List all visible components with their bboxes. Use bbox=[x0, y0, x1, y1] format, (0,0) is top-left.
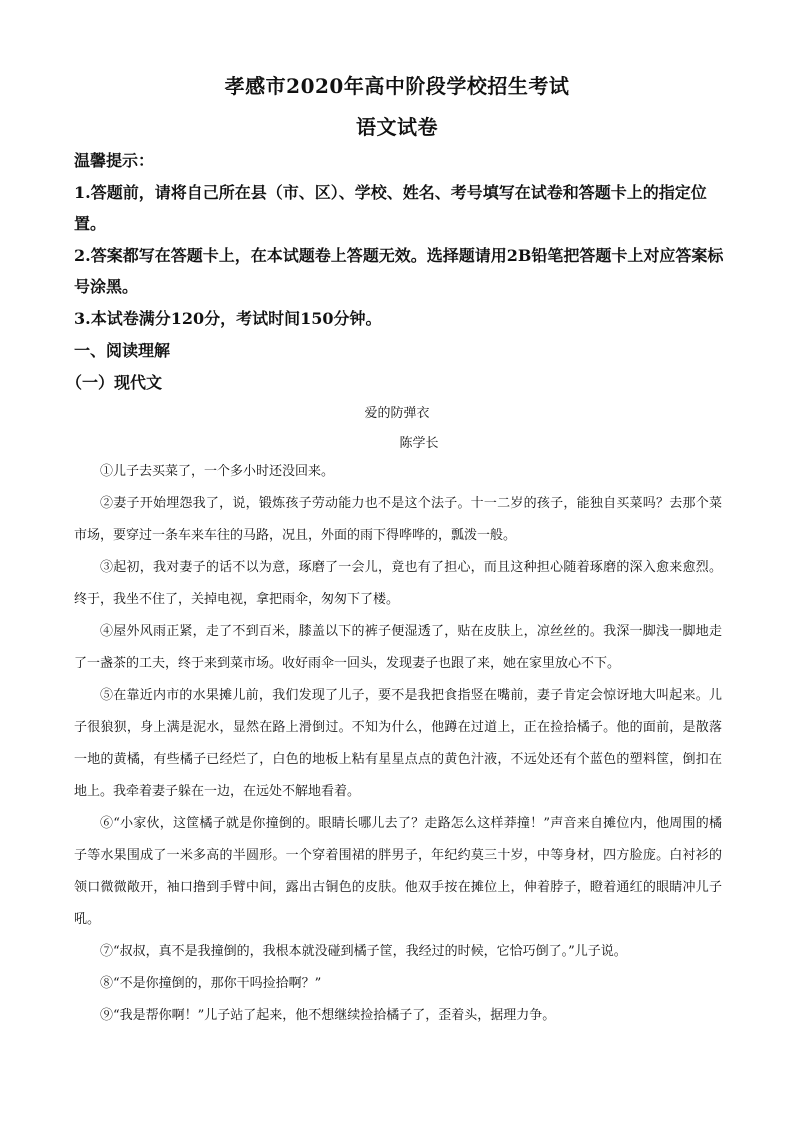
essay-paragraph-2: ②妻子开始埋怨我了，说，锻炼孩子劳动能力也不是这个法子。十一二岁的孩子，能独自买菜吗？去那个菜市场，要穿过一条车来车往的马路，况且，外面的雨下得哗哗的，瓢泼一般。 bbox=[74, 496, 722, 543]
essay-body bbox=[74, 456, 722, 1032]
notice-heading: 温馨提示： bbox=[74, 151, 155, 170]
notice-block bbox=[74, 145, 724, 334]
essay-paragraph-8: ⑧“不是你撞倒的，那你干吗捡拾啊？” bbox=[100, 976, 322, 991]
exam-subtitle: 语文试卷 bbox=[356, 115, 438, 139]
essay-paragraph-3: ③起初，我对妻子的话不以为意，琢磨了一会儿，竟也有了担心，而且这种担心随着琢磨的深入愈来愈烈。终于，我坐不住了，关掉电视，拿把雨伞，匆匆下了楼。 bbox=[74, 560, 722, 607]
essay-paragraph-7: ⑦“叔叔，真不是我撞倒的，我根本就没碰到橘子筐，我经过的时候，它恰巧倒了。”儿子说。 bbox=[100, 944, 627, 959]
section-subtitle: （一）现代文 bbox=[66, 373, 163, 392]
notice-item-2: 2.答案都写在答题卡上，在本试题卷上答题无效。选择题请用2B铅笔把答题卡上对应答案标号涂黑。 bbox=[74, 245, 724, 296]
essay-paragraph-1: ①儿子去买菜了，一个多小时还没回来。 bbox=[100, 464, 335, 479]
essay-paragraph-6: ⑥“小家伙，这筐橘子就是你撞倒的。眼睛长哪儿去了？走路怎么这样莽撞！”声音来自摊位内，他周围的橘子等水果围成了一米多高的半圆形。一个穿着围裙的胖男子，年纪约莫三十岁，中等身材，四方脸庞。白衬衫的领口微微敞开，袖口撸到手臂中间，露出古铜色的皮肤。他双手按在摊位上，伸着脖子，瞪着通红的眼睛冲儿子吼。 bbox=[74, 816, 722, 927]
essay-title: 爱的防弹衣 bbox=[364, 406, 430, 421]
section-title: 一、阅读理解 bbox=[74, 341, 171, 360]
essay-paragraph-5: ⑤在靠近内市的水果摊儿前，我们发现了儿子，要不是我把食指竖在嘴前，妻子肯定会惊讶地大叫起来。儿子很狼狈，身上满是泥水，显然在路上滑倒过。不知为什么，他蹲在过道上，正在捡拾橘子。他的面前，是散落一地的黄橘，有些橘子已经烂了，白色的地板上粘有星星点点的黄色汁液，不远处还有个蓝色的塑料筐，倒扣在地上。我牵着妻子躲在一边，在远处不解地看着。 bbox=[74, 688, 722, 799]
exam-title: 孝感市2020年高中阶段学校招生考试 bbox=[224, 74, 570, 98]
notice-item-3: 3.本试卷满分120分，考试时间150分钟。 bbox=[74, 308, 382, 328]
essay-author: 陈学长 bbox=[399, 436, 439, 451]
essay-paragraph-9: ⑨“我是帮你啊！”儿子站了起来，他不想继续捡拾橘子了，歪着头，据理力争。 bbox=[100, 1008, 556, 1023]
notice-item-1: 1.答题前，请将自己所在县（市、区）、学校、姓名、考号填写在试卷和答题卡上的指定位置。 bbox=[74, 182, 707, 233]
essay-paragraph-4: ④屋外风雨正紧，走了不到百米，膝盖以下的裤子便湿透了，贴在皮肤上，凉丝丝的。我深一脚浅一脚地走了一盏茶的工夫，终于来到菜市场。收好雨伞一回头，发现妻子也跟了来，她在家里放心不下。 bbox=[74, 624, 722, 671]
